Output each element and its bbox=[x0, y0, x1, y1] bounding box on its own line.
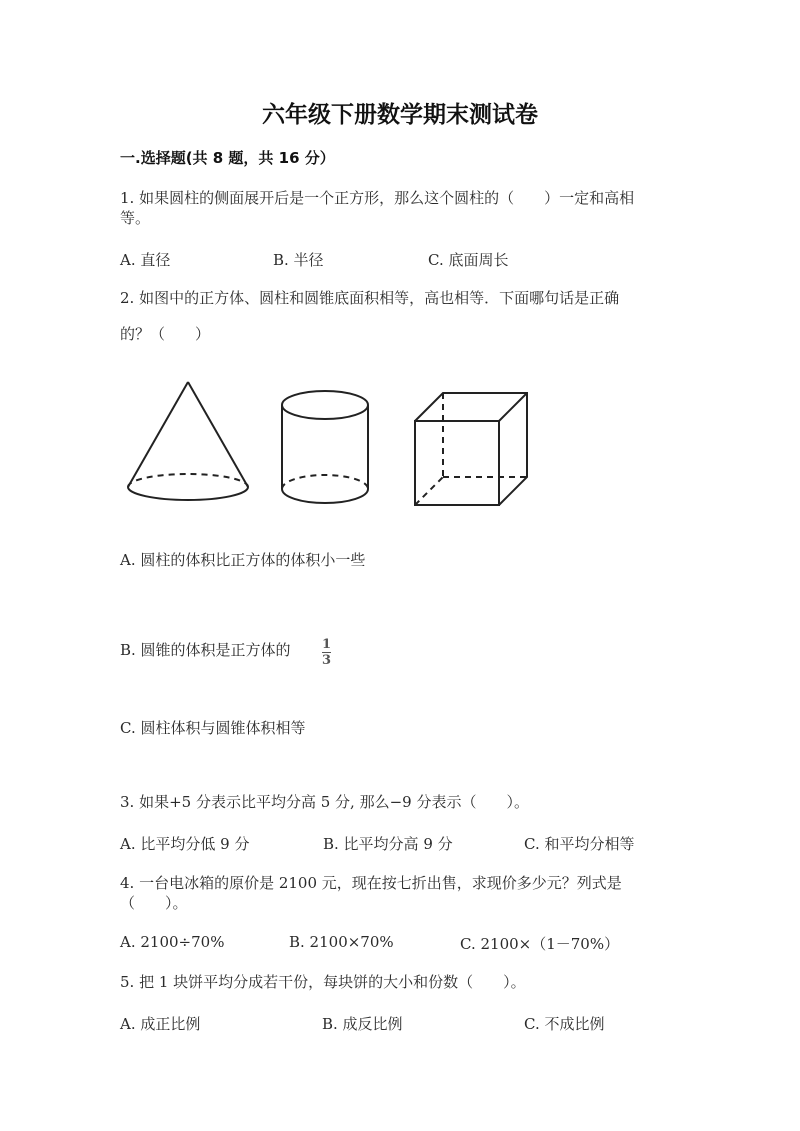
question-4-line-2: （ ）。 bbox=[120, 894, 188, 912]
question-2-option-c[interactable]: C. 圆柱体积与圆锥体积相等 bbox=[120, 719, 306, 737]
page-title: 六年级下册数学期末测试卷 bbox=[262, 102, 538, 128]
question-4-option-a[interactable]: A. 2100÷70% bbox=[120, 933, 225, 951]
question-2-line-1: 2. 如图中的正方体、圆柱和圆锥底面积相等，高也相等．下面哪句话是正确 bbox=[120, 289, 620, 307]
question-5-option-a[interactable]: A. 成正比例 bbox=[120, 1015, 201, 1033]
question-3-line-1: 3. 如果+5 分表示比平均分高 5 分, 那么−9 分表示（ ）。 bbox=[120, 793, 529, 811]
question-1-line-1: 1. 如果圆柱的侧面展开后是一个正方形，那么这个圆柱的（ ）一定和高相 bbox=[120, 189, 635, 207]
question-1-option-a[interactable]: A. 直径 bbox=[120, 251, 171, 269]
question-2-option-a[interactable]: A. 圆柱的体积比正方体的体积小一些 bbox=[120, 551, 366, 569]
question-1-option-c[interactable]: C. 底面周长 bbox=[428, 251, 509, 269]
cone-figure bbox=[128, 382, 248, 500]
question-4-option-c[interactable]: C. 2100×（1－70%） bbox=[460, 935, 620, 953]
question-4-line-1: 4. 一台电冰箱的原价是 2100 元，现在按七折出售，求现价多少元？列式是 bbox=[120, 874, 622, 892]
fraction-one-third bbox=[322, 633, 331, 667]
question-3-option-c[interactable]: C. 和平均分相等 bbox=[524, 835, 635, 853]
section-heading: 一.选择题(共 8 题，共 16 分） bbox=[120, 149, 335, 167]
cube-figure bbox=[415, 393, 527, 505]
cylinder-figure bbox=[282, 391, 368, 503]
question-3-option-b[interactable]: B. 比平均分高 9 分 bbox=[323, 835, 453, 853]
question-5-line-1: 5. 把 1 块饼平均分成若干份，每块饼的大小和份数（ ）。 bbox=[120, 973, 526, 991]
question-2-line-2: 的？（ ） bbox=[120, 325, 211, 343]
question-1-option-b[interactable]: B. 半径 bbox=[273, 251, 324, 269]
question-5-option-c[interactable]: C. 不成比例 bbox=[524, 1015, 605, 1033]
question-5-option-b[interactable]: B. 成反比例 bbox=[322, 1015, 403, 1033]
question-2-option-b[interactable]: B. 圆锥的体积是正方体的 bbox=[120, 641, 291, 659]
question-3-option-a[interactable]: A. 比平均分低 9 分 bbox=[120, 835, 250, 853]
fraction-denominator: 3 bbox=[322, 653, 332, 668]
fraction-numerator: 1 bbox=[322, 637, 332, 652]
question-1-line-2: 等。 bbox=[120, 209, 151, 227]
question-4-option-b[interactable]: B. 2100×70% bbox=[289, 933, 394, 951]
